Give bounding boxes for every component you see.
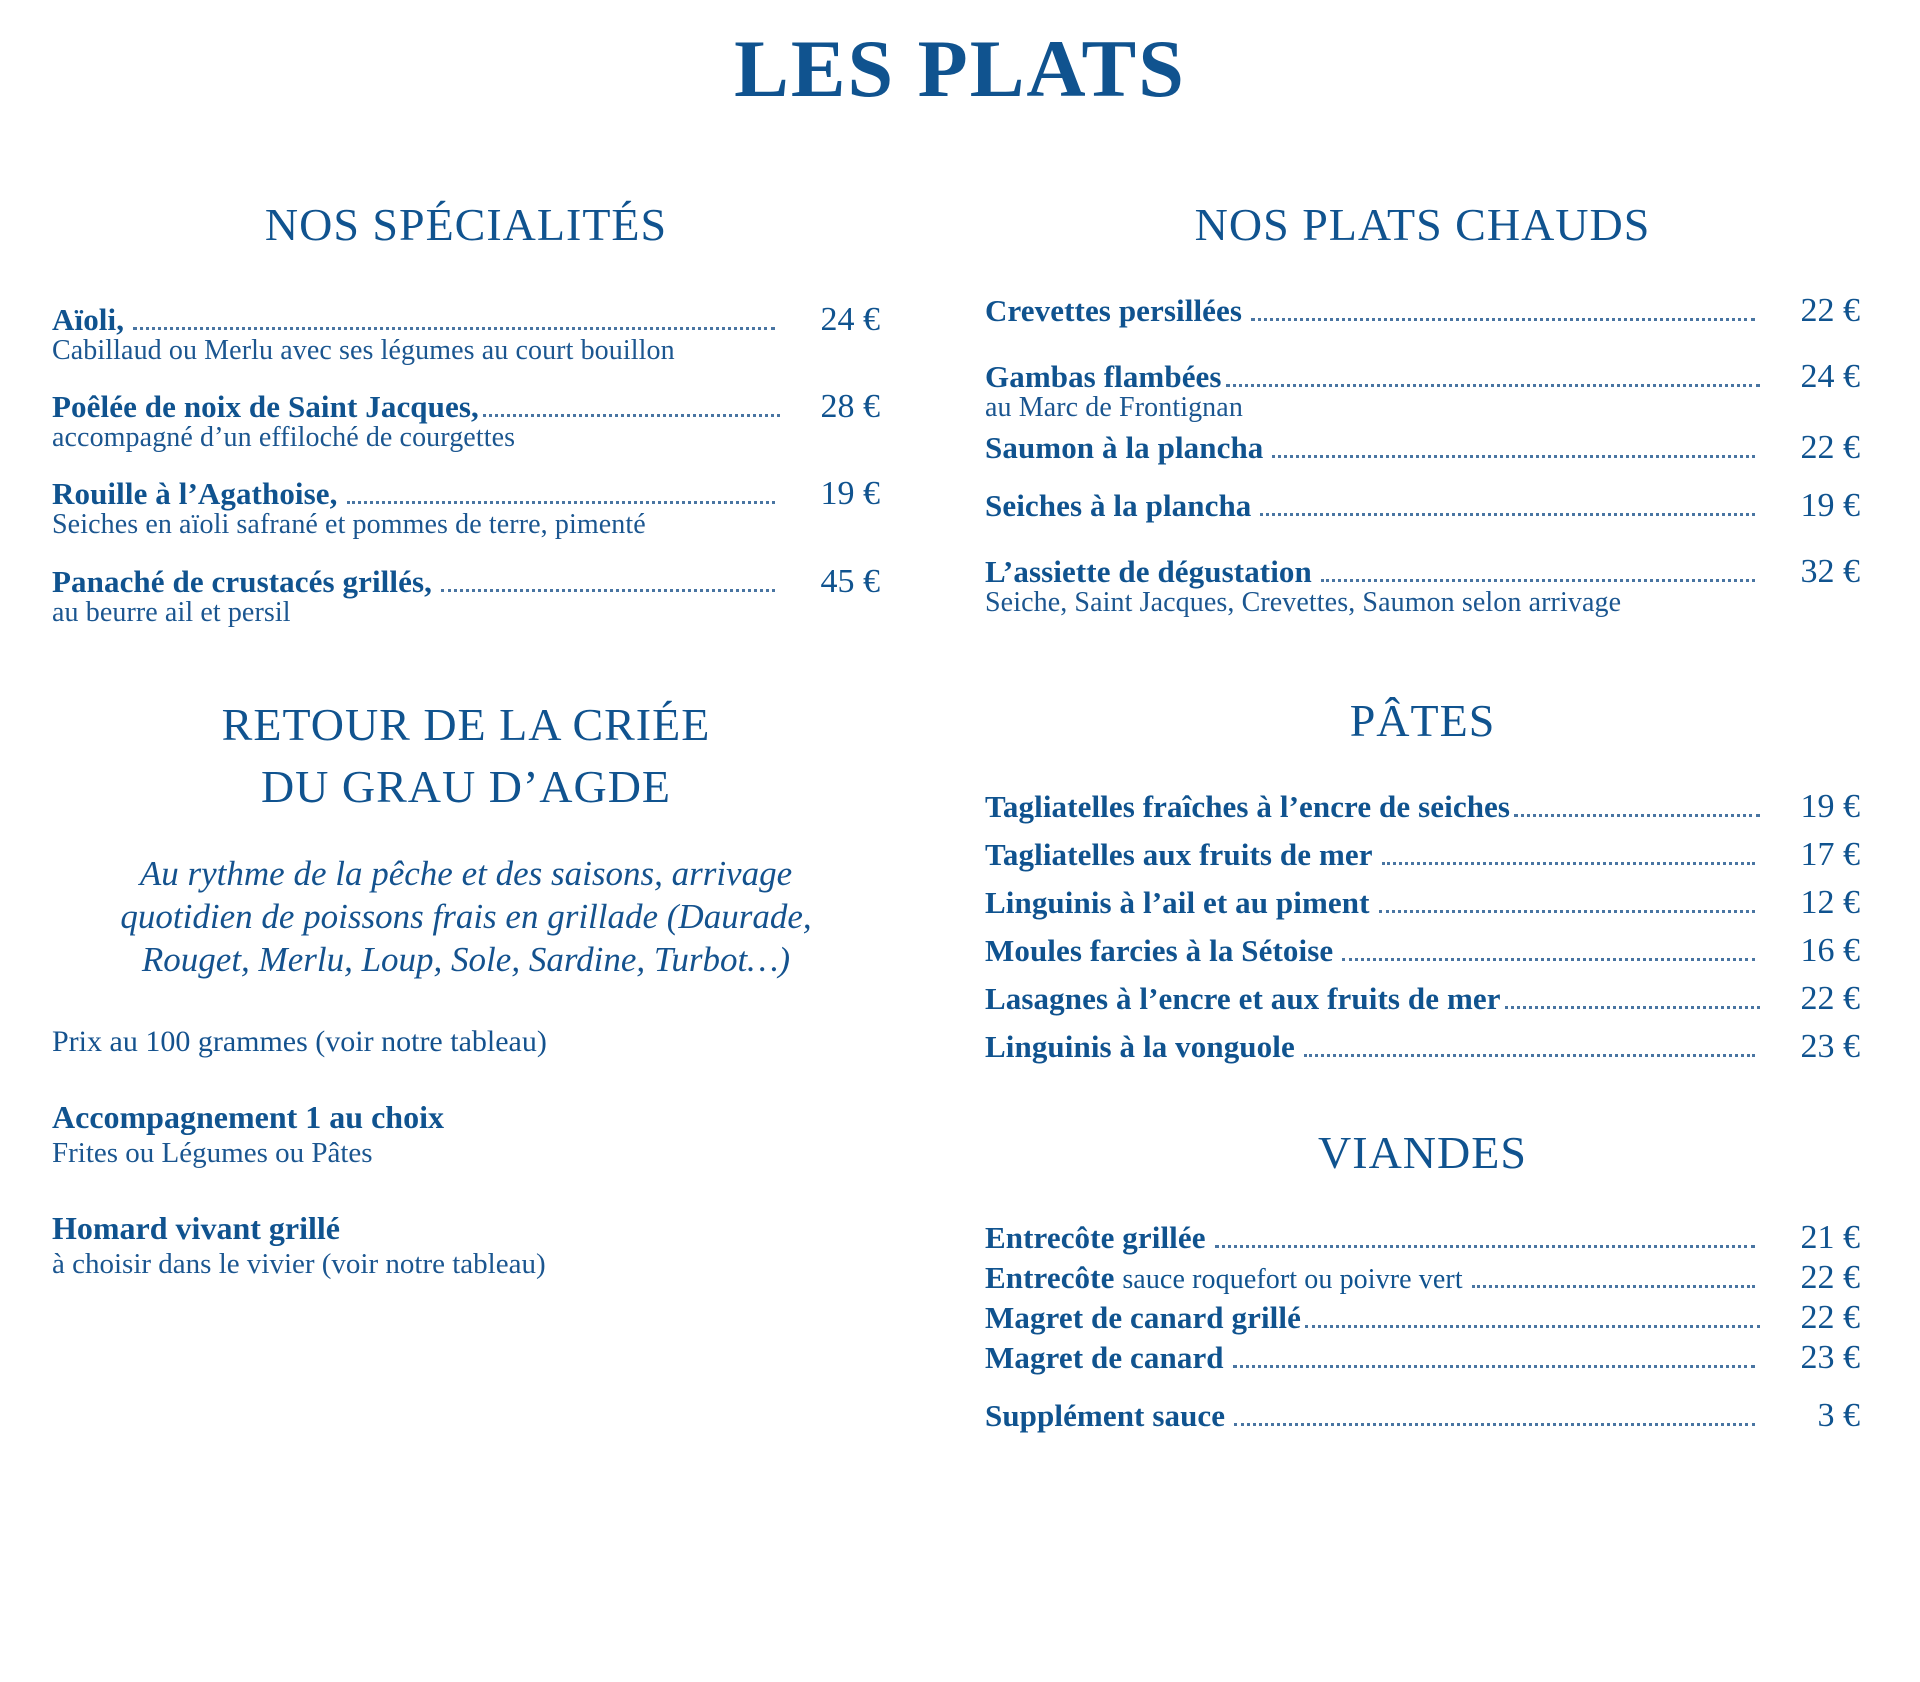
menu-item-row [985,788,1860,826]
dish-price: 23 € [1800,1027,1860,1065]
dot-leader [441,589,775,592]
accompagnement-line [52,1099,880,1136]
section-heading-pates: PÂTES [1349,695,1496,747]
accompagnement-count: 1 [305,1099,322,1136]
accompagnement-suffix: au choix [329,1099,444,1136]
criee-price-note: Prix au 100 grammes (voir notre tableau) [52,1025,547,1059]
dot-leader [1233,1365,1755,1368]
menu-item [985,487,1860,525]
dish-price: 22 € [1800,979,1860,1017]
dish-name: Panaché de crustacés grillés, [52,563,432,599]
menu-item [985,884,1860,922]
dish-price: 23 € [1800,1339,1860,1377]
dot-leader [1505,1006,1760,1009]
menu-item [985,1339,1860,1377]
dish-price: 22 € [1800,291,1860,329]
dish-name: L’assiette de dégustation [985,553,1312,589]
dot-leader [1251,318,1755,321]
menu-item [985,1219,1860,1257]
menu-item [985,980,1860,1018]
menu-item-row [985,358,1860,396]
pates-list [985,788,1860,1066]
dish-name: Supplément sauce [985,1398,1226,1434]
dish-price: 16 € [1800,931,1860,969]
menu-item-row [52,301,880,339]
dish-name [985,1260,1463,1296]
menu-item-row [985,429,1860,467]
page-title: LES PLATS [734,23,1186,114]
dot-leader [1260,513,1755,516]
dish-name: Magret de canard grillé [985,1300,1301,1336]
dish-name: Moules farcies à la Sétoise [985,932,1334,968]
section-heading-plats-chauds: NOS PLATS CHAUDS [1194,199,1651,250]
menu-item-row [985,292,1860,330]
menu-item-row [985,932,1860,970]
dish-description: accompagné d’un effiloché de courgettes [52,421,516,453]
menu-item [985,932,1860,970]
dish-name: Rouille à l’Agathoise, [52,476,338,512]
dish-name: Seiches à la plancha [985,487,1252,523]
menu-item [985,292,1860,330]
section-heading-criee [52,694,880,817]
menu-item [985,836,1860,874]
dot-leader [1305,1325,1760,1328]
section-heading-specialites: NOS SPÉCIALITÉS [264,199,668,250]
dish-name: Linguinis à l’ail et au piment [985,884,1370,920]
menu-item-row [985,1339,1860,1377]
menu-item [985,1028,1860,1066]
menu-item-row [52,388,880,426]
dish-description: Seiches en aïoli safrané et pommes de terre, pimenté [52,509,646,541]
menu-item-row [985,1259,1860,1297]
dish-price: 45 € [820,562,880,600]
dish-price: 22 € [1800,428,1860,466]
accompagnement-options: Frites ou Légumes ou Pâtes [52,1137,373,1170]
menu-item-row [985,553,1860,591]
menu-item-row [52,563,880,601]
dot-leader [1472,1285,1755,1288]
menu-item [52,563,880,628]
dish-name-qualifier: sauce roquefort ou poivre vert [1122,1264,1463,1296]
dish-name: Tagliatelles aux fruits de mer [985,836,1373,872]
menu-item-row [985,1299,1860,1337]
dish-name: Tagliatelles fraîches à l’encre de seiches [985,788,1511,824]
dish-description: Seiche, Saint Jacques, Crevettes, Saumon selon arrivage [985,586,1622,618]
section-heading-viandes: VIANDES [1318,1126,1527,1178]
menu-item [985,358,1860,423]
homard-title: Homard vivant grillé [52,1210,340,1247]
dot-leader [1226,384,1760,387]
dot-leader [1379,910,1755,913]
dish-price: 28 € [820,387,880,425]
menu-item-row [985,1397,1860,1435]
menu-item [52,388,880,453]
dish-description: au beurre ail et persil [52,596,291,628]
plats-chauds-list [985,292,1860,619]
menu-item-row [985,836,1860,874]
menu-item-row [985,980,1860,1018]
dish-name: Saumon à la plancha [985,429,1264,465]
dot-leader [1321,579,1755,582]
dot-leader [347,501,776,504]
dot-leader [1342,958,1755,961]
dish-name: Magret de canard [985,1340,1224,1376]
dish-price: 22 € [1800,1299,1860,1337]
dot-leader [1304,1054,1755,1057]
dish-price: 32 € [1800,552,1860,590]
criee-heading-line-1: RETOUR DE LA CRIÉE [221,698,711,750]
menu-item [52,301,880,366]
dish-price: 12 € [1800,883,1860,921]
menu-item-row [985,1028,1860,1066]
menu-item [985,788,1860,826]
dish-price: 17 € [1800,835,1860,873]
dish-name: Linguinis à la vonguole [985,1028,1295,1064]
criee-heading-line-2: DU GRAU D’AGDE [260,760,672,812]
dot-leader [133,327,775,330]
dot-leader [1272,455,1755,458]
menu-item-row [985,1219,1860,1257]
menu-item-row [985,487,1860,525]
dish-name: Lasagnes à l’encre et aux fruits de mer [985,980,1501,1016]
menu-item [985,429,1860,467]
criee-note: Au rythme de la pêche et des saisons, arrivage quotidien de poissons frais en grillade (Daurade, Rouget, Merlu, Loup, Sole, Sardine, Turbot…) [120,854,812,979]
dish-price: 21 € [1800,1219,1860,1257]
dish-price: 24 € [820,300,880,338]
menu-item [985,1397,1860,1435]
menu-item-row [52,475,880,513]
dot-leader [1382,862,1755,865]
dish-price: 19 € [1800,486,1860,524]
right-column [985,196,1860,1437]
dot-leader [483,414,780,417]
dish-price: 3 € [1817,1397,1860,1435]
dish-price: 19 € [820,475,880,513]
dish-name: Aïoli, [52,301,125,337]
dish-name-main: Entrecôte [985,1260,1115,1296]
dot-leader [1234,1423,1755,1426]
menu-item-row [985,884,1860,922]
dish-price: 19 € [1800,787,1860,825]
dot-leader [1514,814,1760,817]
homard-subtitle: à choisir dans le vivier (voir notre tableau) [52,1248,546,1281]
dish-name: Entrecôte grillée [985,1220,1206,1256]
left-column [52,196,880,1281]
dish-name: Poêlée de noix de Saint Jacques, [52,388,479,424]
menu-item [985,1299,1860,1337]
dish-name: Crevettes persillées [985,292,1243,328]
dish-description: Cabillaud ou Merlu avec ses légumes au court bouillon [52,334,675,366]
dot-leader [1215,1245,1755,1248]
accompagnement-label: Accompagnement [52,1099,298,1136]
dish-name: Gambas flambées [985,358,1222,394]
menu-item [985,1259,1860,1297]
viandes-list [985,1219,1860,1435]
dish-price: 24 € [1800,357,1860,395]
dish-description: au Marc de Frontignan [985,391,1243,423]
dish-price: 22 € [1800,1259,1860,1297]
specialites-list [52,301,880,628]
menu-item [52,475,880,540]
menu-item [985,553,1860,618]
